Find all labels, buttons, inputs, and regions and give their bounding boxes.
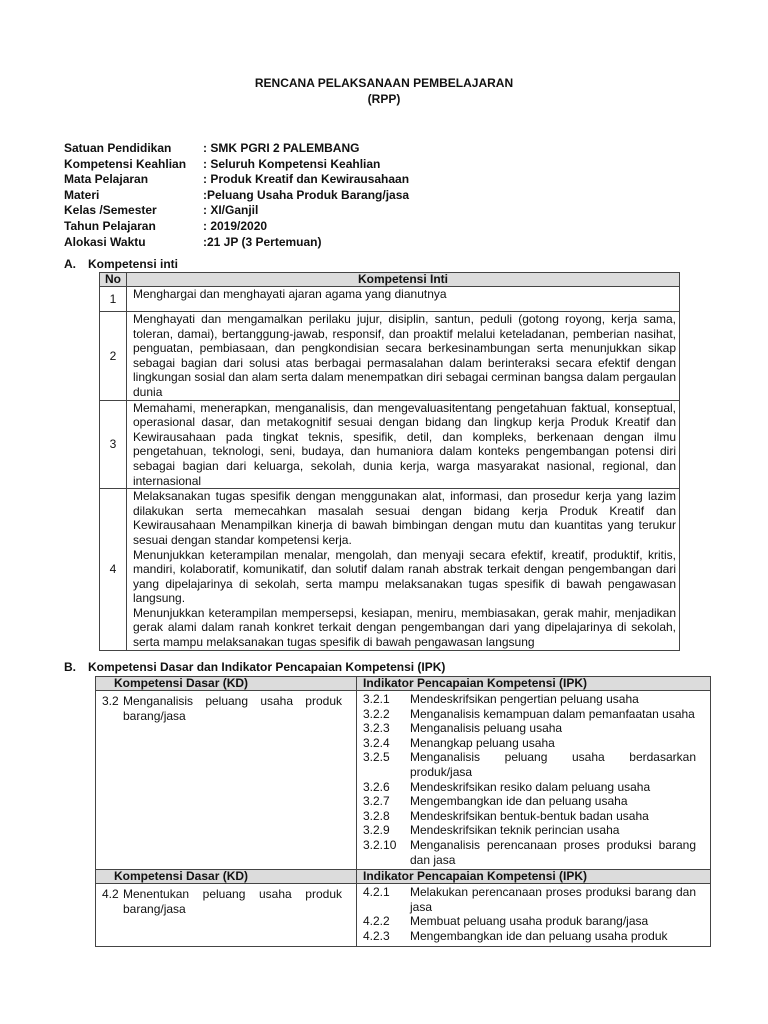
identity-label: Mata Pelajaran — [64, 172, 149, 187]
column-header-ipk: Indikator Pencapaian Kompetensi (IPK) — [357, 677, 711, 691]
ipk-number: 3.2.7 — [363, 794, 390, 809]
list-item — [363, 721, 696, 736]
table-row — [96, 691, 711, 870]
row-text: Memahami, menerapkan, menganalisis, dan mengevaluasitentang pengetahuan faktual, konseptual, operasional dasar, dan metakognitif sesuai dengan bidang dan lingkup kerja Produk Kreatif dan Kewirausahaan pada tingkat teknis, spesifik, detil, dan kompleks, berkenaan dengan ilmu pengetahuan, teknologi, seni, budaya, dan humaniora dalam konteks pengembangan potensi diri sebagai bagian dari keluarga, sekolah, dunia kerja, warga masyarakat nasional, regional, dan internasional — [127, 400, 680, 489]
ipk-text: Mendeskrifsikan resiko dalam peluang usaha — [410, 779, 651, 794]
ipk-number: 3.2.8 — [363, 808, 390, 823]
row-number: 1 — [100, 287, 127, 312]
ipk-number: 3.2.6 — [363, 779, 390, 794]
row-paragraph: Menunjukkan keterampilan menalar, mengolah, dan menyaji secara efektif, kreatif, produktif, kritis, mandiri, kolaboratif, komunikatif, dan solutif dalam ranah abstrak terkait dengan pengembangan dari yang dipelajarinya di sekolah, serta mampu melaksanakan tugas spesifik di bawah pengawasan langsung. — [133, 547, 676, 606]
table-row — [96, 884, 711, 946]
identity-label: Kelas /Semester — [64, 203, 157, 218]
ipk-text: Menangkap peluang usaha — [410, 735, 555, 750]
list-item — [363, 794, 696, 809]
ipk-number: 3.2.1 — [363, 692, 390, 706]
column-header-ki: Kompetensi Inti — [127, 273, 680, 287]
table-row — [100, 400, 680, 489]
identity-row-alokasi — [64, 235, 409, 251]
table-row — [100, 489, 680, 651]
ipk-text: Menganalisis peluang usaha — [410, 721, 563, 736]
ipk-number: 3.2.9 — [363, 823, 390, 838]
identity-value: : 2019/2020 — [203, 218, 268, 233]
kd-text: Menganalisis peluang usaha produk barang/jasa — [123, 694, 342, 723]
ipk-cell — [357, 884, 711, 946]
ipk-number: 3.2.10 — [363, 837, 397, 852]
ipk-text: Mendeskrifsikan bentuk-bentuk badan usaha — [410, 808, 649, 823]
list-item — [363, 823, 696, 838]
ipk-text: Melakukan perencanaan proses produksi barang dan jasa — [410, 885, 696, 914]
ipk-number: 4.2.1 — [363, 885, 390, 900]
identity-value: : Seluruh Kompetensi Keahlian — [203, 156, 381, 171]
ipk-cell — [357, 691, 711, 870]
ipk-text: Menganalisis perencanaan proses produksi barang dan jasa — [410, 837, 696, 867]
section-marker: B. — [64, 660, 76, 674]
identity-value: : Produk Kreatif dan Kewirausahaan — [203, 172, 410, 187]
table-header-row — [96, 870, 711, 884]
ipk-number: 3.2.4 — [363, 735, 390, 750]
ipk-text: Mengembangkan ide dan peluang usaha — [410, 794, 628, 809]
identity-label: Tahun Pelajaran — [64, 218, 156, 233]
kd-cell — [96, 884, 357, 946]
section-a-heading — [64, 257, 178, 271]
ipk-number: 4.2.2 — [363, 914, 390, 929]
identity-block — [64, 141, 409, 250]
identity-label: Satuan Pendidikan — [64, 141, 172, 155]
identity-row-kompetensi — [64, 157, 409, 173]
kd-text: Menentukan peluang usaha produk barang/jasa — [123, 887, 342, 916]
list-item — [363, 736, 696, 751]
kompetensi-inti-table — [99, 272, 680, 651]
table-row — [100, 287, 680, 312]
row-text — [127, 489, 680, 651]
identity-row-mapel — [64, 172, 409, 188]
identity-label: Kompetensi Keahlian — [64, 156, 187, 171]
ipk-text: Menganalisis kemampuan dalam pemanfaatan usaha — [410, 706, 695, 721]
column-header-ipk: Indikator Pencapaian Kompetensi (IPK) — [357, 870, 711, 884]
ipk-text: Mengembangkan ide dan peluang usaha produk — [410, 928, 668, 943]
ipk-number: 3.2.3 — [363, 721, 390, 736]
list-item — [363, 914, 696, 929]
row-number: 4 — [100, 489, 127, 651]
identity-row-materi — [64, 188, 409, 204]
table-header-row — [96, 677, 711, 691]
list-item — [363, 780, 696, 795]
kompetensi-dasar-table — [95, 676, 711, 947]
section-marker: A. — [64, 257, 76, 271]
ipk-text: Mendeskrifsikan pengertian peluang usaha — [410, 692, 639, 706]
kd-number: 4.2 — [102, 887, 119, 902]
document-title: RENCANA PELAKSANAAN PEMBELAJARAN — [254, 76, 514, 90]
column-header-no: No — [100, 273, 127, 287]
identity-value: : SMK PGRI 2 PALEMBANG — [203, 141, 360, 155]
identity-value: :21 JP (3 Pertemuan) — [203, 234, 322, 249]
identity-row-tahun — [64, 219, 409, 235]
row-number: 2 — [100, 312, 127, 401]
row-paragraph: Melaksanakan tugas spesifik dengan menggunakan alat, informasi, dan prosedur kerja yang lazim dilakukan serta memecahkan masalah sesuai dengan bidang kerja Produk Kreatif dan Kewirausahaan Menampilkan kinerja di bawah bimbingan dengan mutu dan kuantitas yang terukur sesuai dengan standar kompetensi kerja. — [133, 489, 676, 547]
section-title: Kompetensi inti — [88, 257, 179, 271]
identity-row-kelas — [64, 203, 409, 219]
column-header-kd: Kompetensi Dasar (KD) — [96, 677, 357, 691]
list-item — [363, 707, 696, 722]
identity-label: Alokasi Waktu — [64, 234, 146, 249]
ipk-number: 3.2.5 — [363, 750, 390, 765]
section-title: Kompetensi Dasar dan Indikator Pencapaian Kompetensi (IPK) — [88, 660, 446, 674]
identity-label: Materi — [64, 187, 100, 202]
document-subtitle: (RPP) — [367, 92, 401, 106]
section-b-heading — [64, 660, 445, 674]
list-item — [363, 838, 696, 867]
identity-value: :Peluang Usaha Produk Barang/jasa — [203, 187, 410, 202]
identity-row-satuan — [64, 141, 409, 157]
row-paragraph: Menunjukkan keterampilan mempersepsi, kesiapan, meniru, membiasakan, gerak mahir, menjadikan gerak alami dalam ranah konkret terkait dengan pengembangan dari yang dipelajarinya di sekolah, serta mampu melaksanakan tugas spesifik di bawah pengawasan langsung — [133, 605, 676, 650]
table-header-row — [100, 273, 680, 287]
list-item — [363, 809, 696, 824]
ipk-text: Membuat peluang usaha produk barang/jasa — [410, 914, 649, 929]
list-item — [363, 750, 696, 779]
kd-number: 3.2 — [102, 694, 119, 708]
ipk-text: Menganalisis peluang usaha berdasarkan produk/jasa — [410, 750, 696, 779]
ipk-number: 4.2.3 — [363, 928, 390, 943]
list-item — [363, 885, 696, 914]
ipk-number: 3.2.2 — [363, 706, 390, 721]
row-text: Menghayati dan mengamalkan perilaku jujur, disiplin, santun, peduli (gotong royong, kerja sama, toleran, damai), bertanggung-jawab, responsif, dan proaktif melalui keteladanan, pemberian nasihat, penguatan, pembiasaan, dan pengkondisian secara berkesinambungan serta menunjukkan sikap sebagai bagian dari solusi atas berbagai permasalahan dalam berinteraksi secara efektif dengan lingkungan sosial dan alam serta dalam menempatkan diri sebagai cerminan bangsa dalam pergaulan dunia — [127, 312, 680, 401]
row-text: Menghargai dan menghayati ajaran agama yang dianutnya — [127, 287, 680, 312]
column-header-kd: Kompetensi Dasar (KD) — [96, 870, 357, 884]
identity-value: : XI/Ganjil — [203, 203, 259, 218]
kd-cell — [96, 691, 357, 870]
row-number: 3 — [100, 400, 127, 489]
list-item — [363, 929, 696, 944]
list-item — [363, 692, 696, 707]
table-row — [100, 312, 680, 401]
ipk-text: Mendeskrifsikan teknik perincian usaha — [410, 823, 620, 838]
